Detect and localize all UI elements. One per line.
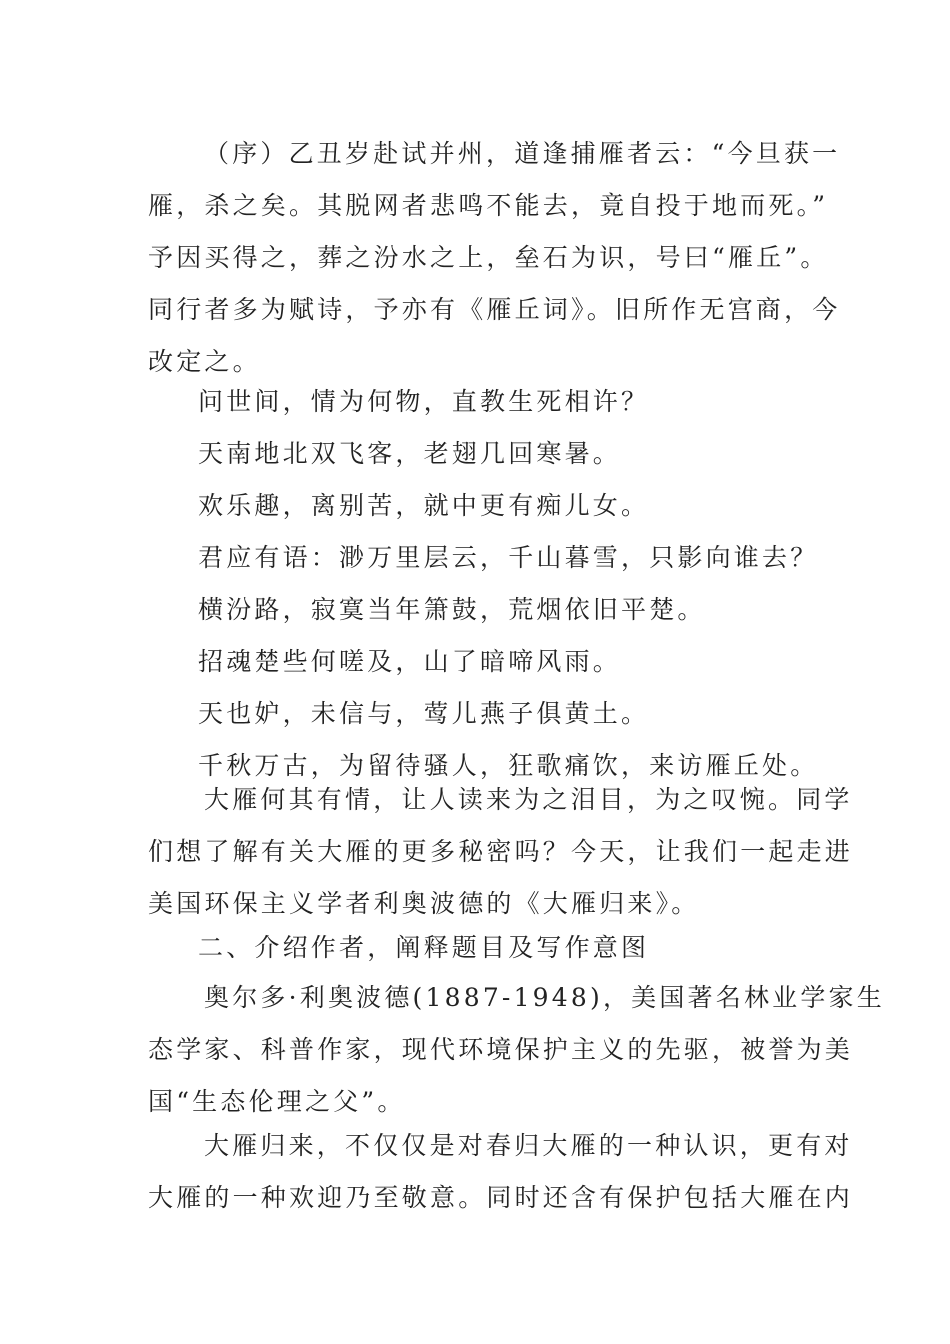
poem-line: 横汾路，寂寞当年箫鼓，荒烟依旧平楚。 <box>198 595 706 624</box>
preface-line: 予因买得之，葬之汾水之上，垒石为识，号曰“雁丘”。 <box>148 243 829 272</box>
poem-line: 天也妒，未信与，莺儿燕子俱黄土。 <box>198 699 650 728</box>
intro-line: 美国环保主义学者利奥波德的《大雁归来》。 <box>148 889 700 918</box>
poem-line: 君应有语：渺万里层云，千山暮雪，只影向谁去？ <box>198 543 819 572</box>
poem-line: 招魂楚些何嗟及，山了暗啼风雨。 <box>198 647 622 676</box>
poem-line: 欢乐趣，离别苦，就中更有痴儿女。 <box>198 491 650 520</box>
preface-line: 同行者多为赋诗，予亦有《雁丘词》。旧所作无宫商，今 <box>148 295 841 324</box>
title-meaning-paragraph <box>148 1120 854 1224</box>
section-heading-block <box>148 922 808 974</box>
poem-line: 问世间，情为何物，直教生死相许？ <box>198 387 650 416</box>
poem-block <box>148 376 819 792</box>
preface-line: 改定之。 <box>148 347 261 376</box>
poem-line: 千秋万古，为留待骚人，狂歌痛饮，来访雁丘处。 <box>198 751 819 780</box>
title-meaning-line: 大雁归来，不仅仅是对春归大雁的一种认识，更有对 <box>204 1131 853 1160</box>
poem-line: 天南地北双飞客，老翅几回寒暑。 <box>198 439 622 468</box>
section-heading: 二、介绍作者，阐释题目及写作意图 <box>198 933 650 962</box>
intro-line: 大雁何其有情，让人读来为之泪目，为之叹惋。同学 <box>204 785 853 814</box>
author-line: 态学家、科普作家，现代环境保护主义的先驱，被誉为美 <box>148 1035 854 1064</box>
author-line: 奥尔多·利奥波德(1887-1948)，美国著名林业学家生 <box>204 983 885 1012</box>
title-meaning-line: 大雁的一种欢迎乃至敬意。同时还含有保护包括大雁在内 <box>148 1183 854 1212</box>
preface-paragraph <box>148 128 841 388</box>
intro-line: 们想了解有关大雁的更多秘密吗？今天，让我们一起走进 <box>148 837 854 866</box>
preface-line: （序）乙丑岁赴试并州，道逢捕雁者云：“今旦获一 <box>204 139 841 168</box>
intro-paragraph <box>148 774 854 930</box>
preface-line: 雁，杀之矣。其脱网者悲鸣不能去，竟自投于地而死。” <box>148 191 829 220</box>
author-paragraph <box>148 972 885 1128</box>
author-line: 国“生态伦理之父”。 <box>148 1087 406 1116</box>
